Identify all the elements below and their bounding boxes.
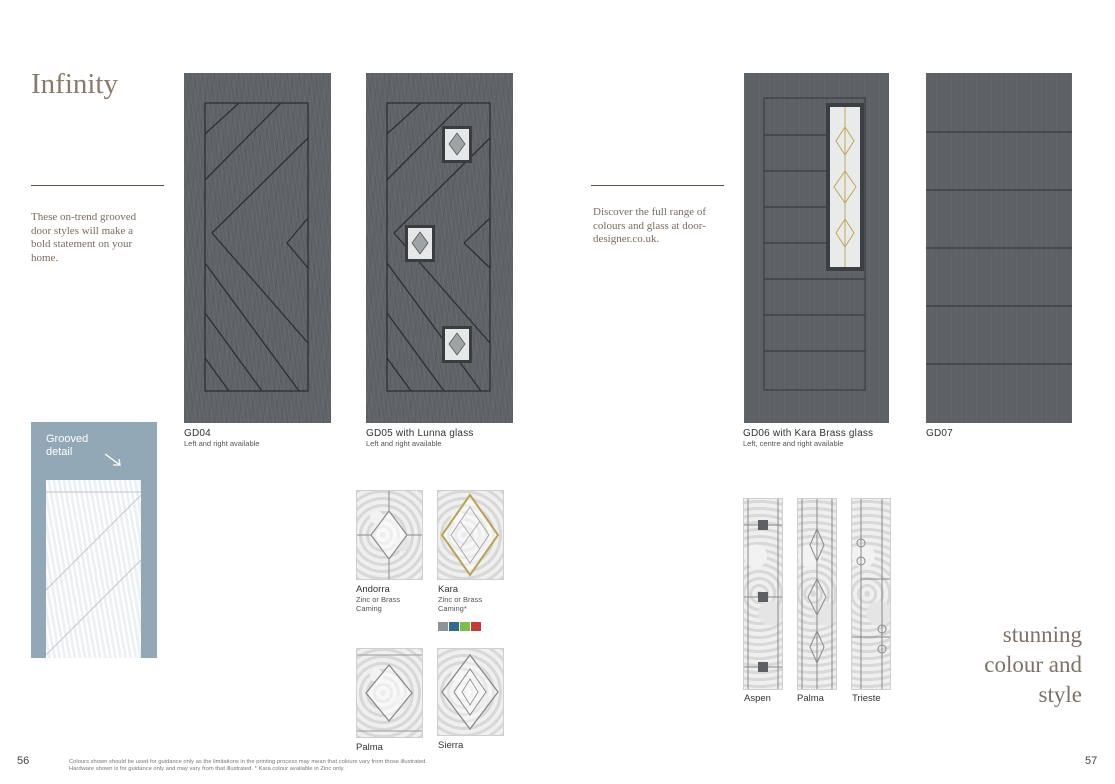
kara-detail-2: Caming* <box>438 604 467 613</box>
andorra-name: Andorra <box>356 584 390 595</box>
door-gd06-image <box>744 73 889 423</box>
kara-glass-image <box>437 490 504 580</box>
sierra-name: Sierra <box>438 740 464 751</box>
sierra-glass-image <box>437 648 504 736</box>
tagline-line-2: colour and <box>984 652 1082 677</box>
door-gd07-caption: GD07 <box>926 428 953 439</box>
door-gd04-caption: GD04 <box>184 428 211 439</box>
andorra-detail-2: Caming <box>356 604 382 613</box>
door-gd05-note: Left and right available <box>366 439 442 448</box>
page-number-left: 56 <box>17 755 30 767</box>
page-number-right: 57 <box>1085 755 1098 767</box>
tagline-line-3: style <box>1038 682 1082 707</box>
swatch-blue <box>449 622 459 631</box>
right-divider <box>591 185 724 186</box>
kara-name: Kara <box>438 584 459 595</box>
arrow-icon <box>103 452 125 468</box>
andorra-glass-image <box>356 490 423 580</box>
trieste-glass-image <box>851 498 891 690</box>
door-gd06-caption: GD06 with Kara Brass glass <box>743 428 874 439</box>
disclaimer-line-1: Colours shown should be used for guidance only as the limitations in the printing process may mean that colours vary from those illustrated. <box>69 759 427 765</box>
right-intro-text: Discover the full range of colours and glass at door-designer.co.uk. <box>593 206 707 245</box>
kara-detail-1: Zinc or Brass <box>438 595 483 604</box>
swatch-green <box>460 622 470 631</box>
grooved-detail-image <box>46 480 141 658</box>
door-gd07-image <box>926 73 1072 423</box>
palma-side-name: Palma <box>797 693 824 704</box>
palma-side-glass-image <box>797 498 837 690</box>
aspen-glass-image <box>743 498 783 690</box>
door-gd04-image <box>184 73 331 423</box>
palma-name: Palma <box>356 742 383 753</box>
door-gd06-note: Left, centre and right available <box>743 439 844 448</box>
page-title: Infinity <box>31 68 118 100</box>
palma-glass-image <box>356 648 423 738</box>
door-gd05-caption: GD05 with Lunna glass <box>366 428 474 439</box>
andorra-detail-1: Zinc or Brass <box>356 595 401 604</box>
tagline-line-1: stunning <box>1002 622 1082 647</box>
intro-text: These on-trend grooved door styles will make a bold statement on your home. <box>31 211 137 264</box>
grooved-detail-panel <box>31 422 157 658</box>
disclaimer-line-2: Hardware shown is for guidance only and may vary from that illustrated. * Kara colour available in Zinc only. <box>69 766 345 772</box>
title-divider <box>31 185 164 186</box>
door-gd04-note: Left and right available <box>184 439 260 448</box>
swatch-red <box>471 622 481 631</box>
aspen-name: Aspen <box>744 693 771 704</box>
trieste-name: Trieste <box>852 693 881 704</box>
grooved-detail-label: Grooved detail <box>46 433 89 458</box>
swatch-grey <box>438 622 448 631</box>
door-gd05-image <box>366 73 513 423</box>
kara-colour-swatches <box>438 618 482 636</box>
